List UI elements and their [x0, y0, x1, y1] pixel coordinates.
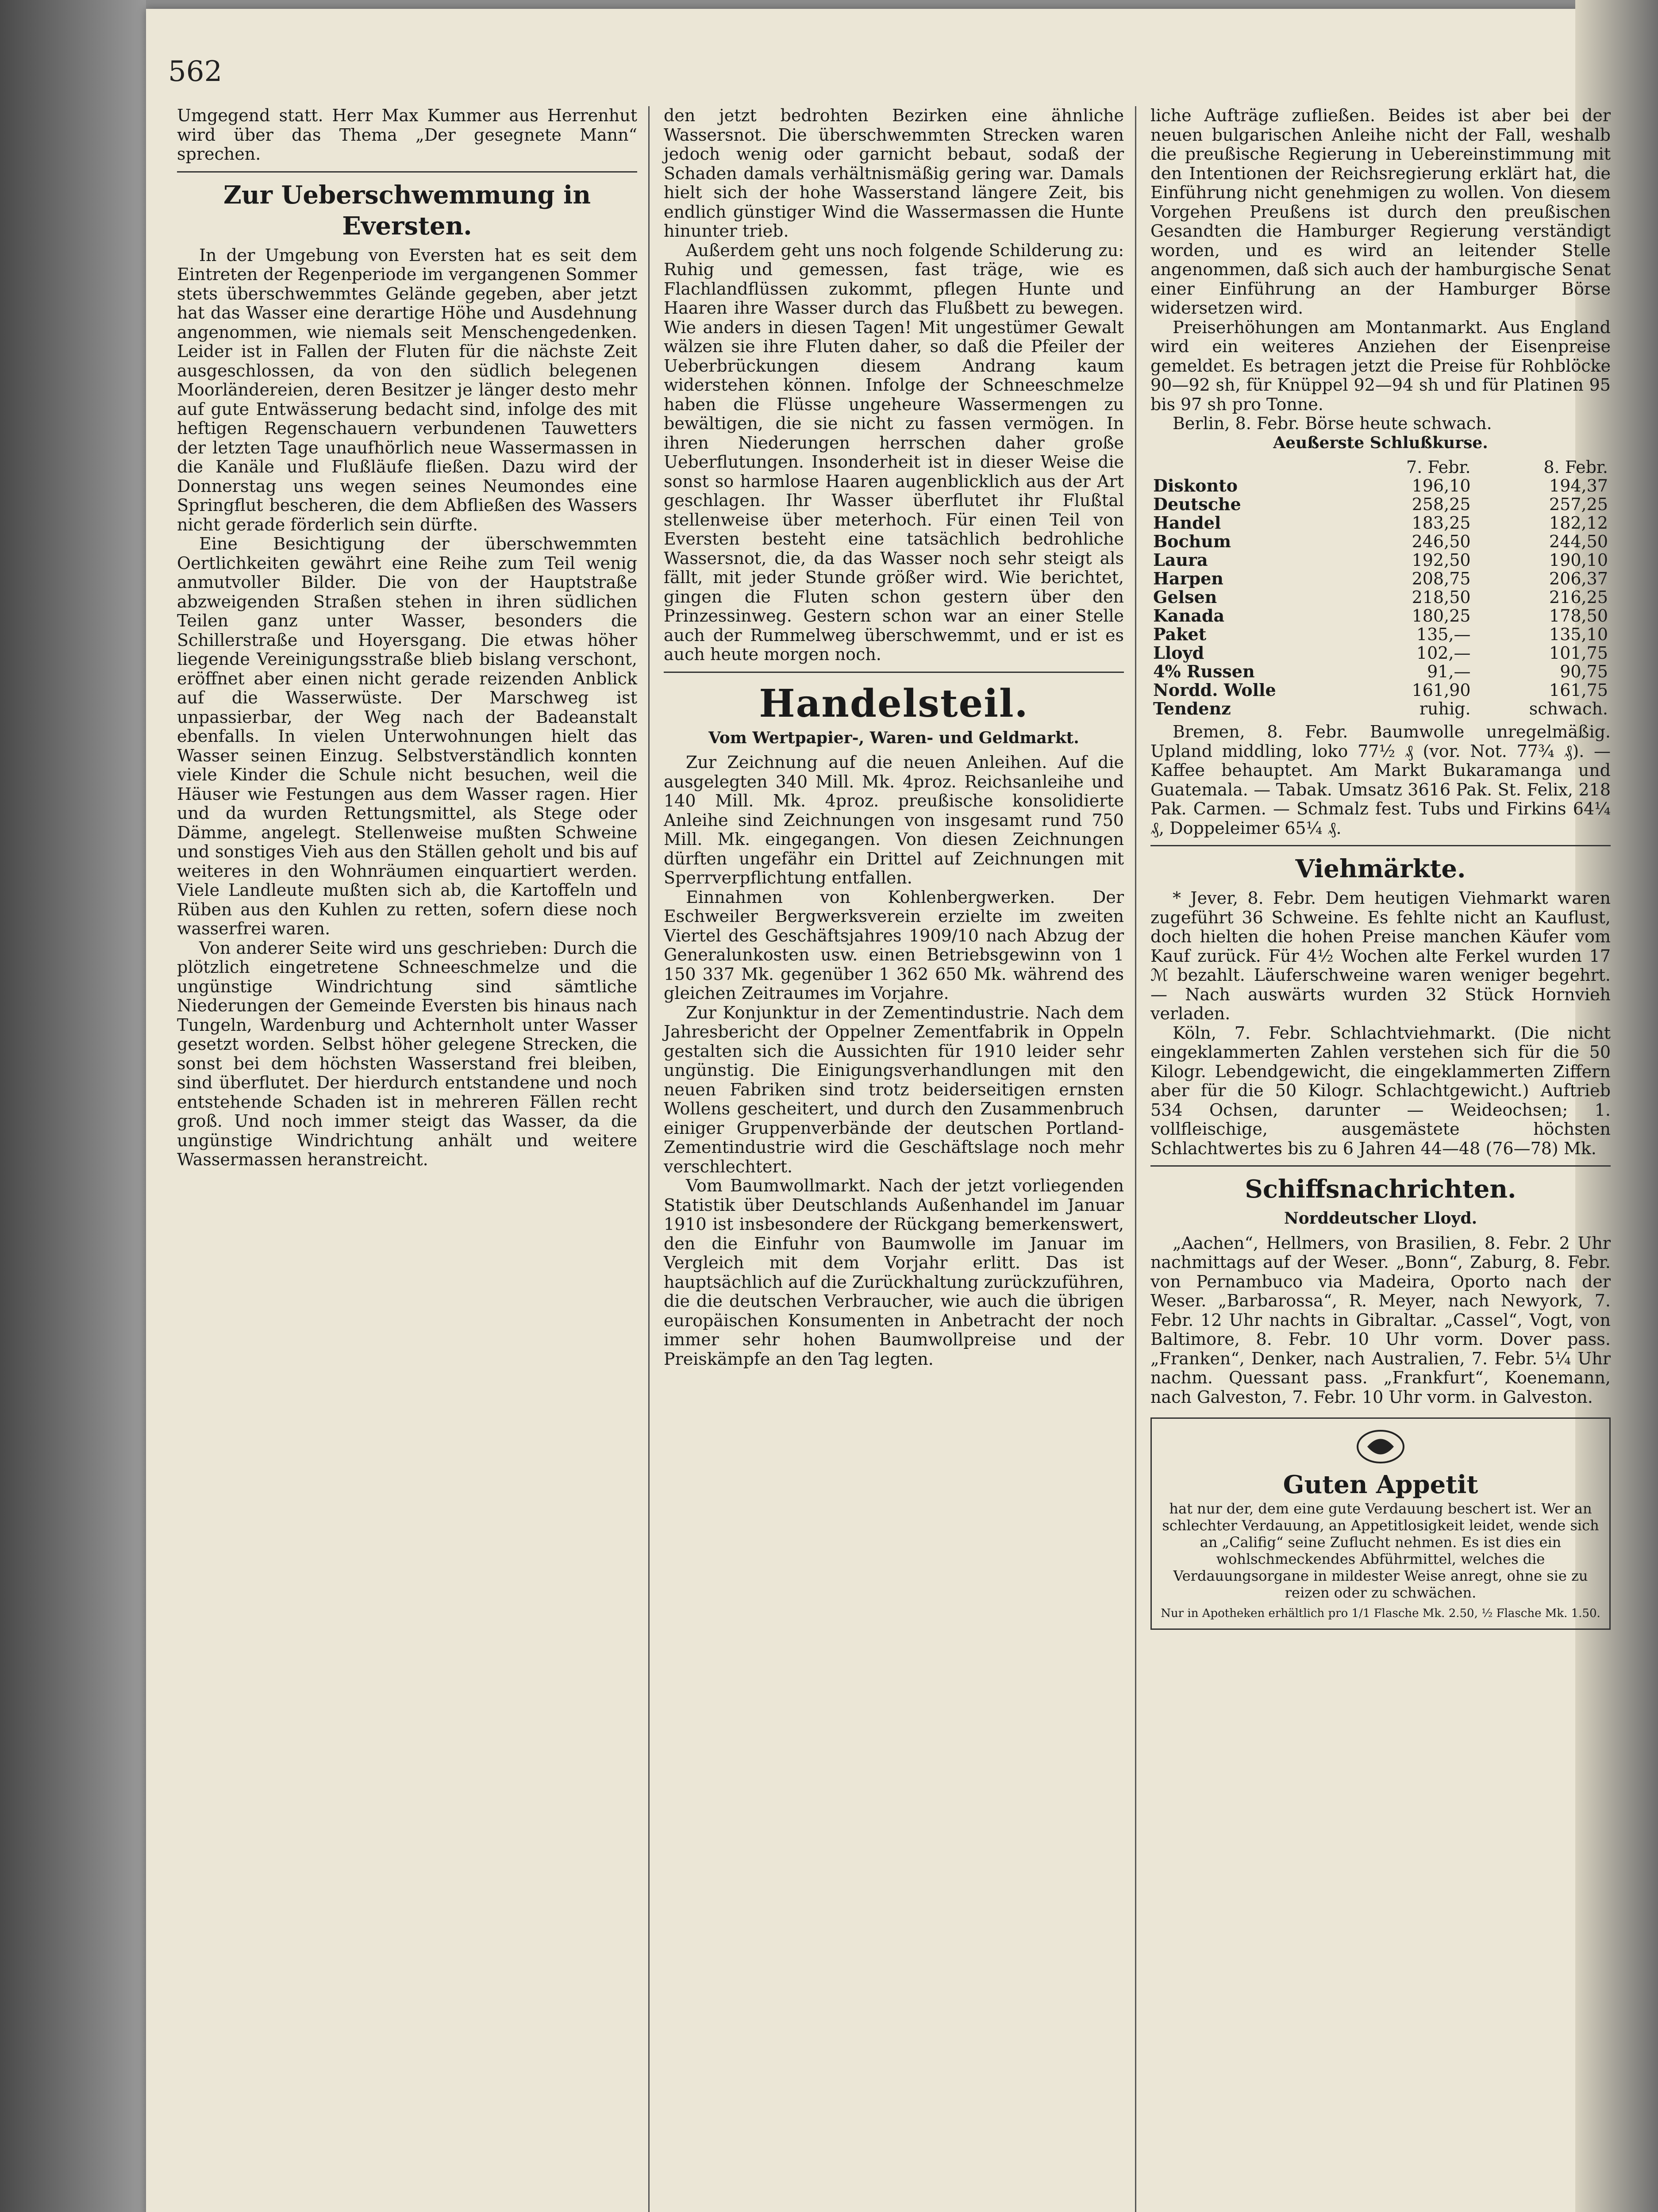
column-rule [1135, 106, 1136, 2212]
ticker-value: 196,10 [1412, 476, 1471, 495]
market-paragraph: Zur Zeichnung auf die neuen Anleihen. Auf die ausgelegten 340 Mill. Mk. 4proz. Reichsanleihe und 140 Mill. Mk. 4proz. preußische konsolidierte Anleihe sind Zeichnungen von insgesamt rund 750 Mill. Mk. eingegangen. Von diesen Zeichnungen dürften ungefähr ein Drittel auf Zeichnungen mit Sperrverpflichtung entfallen. [664, 753, 1124, 887]
section-subheading: Vom Wertpapier-, Waren- und Geldmarkt. [708, 728, 1079, 747]
section-heading-viehmaerkte: Viehmärkte. [1295, 854, 1466, 883]
section-heading-handelsteil: Handelsteil. [759, 681, 1029, 726]
ad-text: hat nur der, dem eine gute Verdauung beschert ist. Wer an schlechter Verdauung, an Appetitlosigkeit leidet, wende sich an „Califig“ seine Zuflucht nehmen. Es ist dies ein wohlschmeckendes Abführmittel, welches die Verdauungsorgane in mildester Weise anregt, ohne sie zu reizen oder zu schwächen. [1162, 1500, 1599, 1601]
ticker-value: 178,50 [1549, 606, 1608, 626]
ticker-value: schwach. [1529, 699, 1608, 718]
market-paragraph: Vom Baumwollmarkt. Nach der jetzt vorliegenden Statistik über Deutschlands Außenhandel im Januar 1910 ist insbesondere der Rückgang bemerkenswert, den die Einfuhr von Baumwolle im Januar im Vergleich mit dem Vorjahr erlitt. Das ist hauptsächlich auf die Zurückhaltung zurückzuführen, die die deutschen Verbraucher, wie auch die übrigen europäischen Konsumenten in Anbetracht der noch immer sehr hohen Baumwollpreise und der Preiskämpfe an den Tag legten. [664, 1176, 1124, 1369]
ticker-name: Bochum [1153, 531, 1231, 551]
ticker-name: Lloyd [1153, 643, 1204, 663]
advertisement-box [1150, 1417, 1611, 1630]
divider [664, 672, 1124, 673]
page-number: 562 [168, 55, 223, 88]
vieh-paragraph: Köln, 7. Febr. Schlachtviehmarkt. (Die nicht eingeklammerten Zahlen verstehen sich für die 50 Kilogr. Lebendgewicht, die eingeklammerten Ziffern aber für die 50 Kilogr. Schlachtgewicht.) Auftrieb 534 Ochsen, darunter — Weideochsen; 1. vollfleischige, ausgemästete höchsten Schlachtwertes bis zu 6 Jahren 44—48 (76—78) Mk. [1150, 1023, 1611, 1158]
ticker-value: 194,37 [1549, 476, 1608, 495]
ticker-name: Diskonto [1153, 476, 1238, 495]
ticker-value: 135,— [1416, 625, 1471, 644]
intro-text: Umgegend statt. Herr Max Kummer aus Herrenhut wird über das Thema „Der gesegnete Mann“ sprechen. [177, 106, 637, 164]
ticker-value: 161,75 [1549, 680, 1608, 700]
ticker-value: 90,75 [1560, 662, 1608, 681]
ticker-value: ruhig. [1419, 699, 1471, 718]
ticker-value: 258,25 [1412, 495, 1471, 514]
column-3 [1150, 106, 1611, 1630]
ticker-value: 206,37 [1549, 569, 1608, 588]
ticker-value: 135,10 [1549, 625, 1608, 644]
ornament-icon [1354, 1427, 1407, 1467]
article-paragraph: Von anderer Seite wird uns geschrieben: Durch die plötzlich eingetretene Schneeschmelze und die ungünstige Windrichtung sind sämtliche Niederungen der Gemeinde Eversten bis hinaus nach Tungeln, Wardenburg und Achternholt unter Wasser gesetzt worden. Selbst höher gelegene Strecken, die sonst bei dem höchsten Wasserstand frei bleiben, sind überflutet. Der hierdurch entstandene und noch entstehende Schaden ist in mehreren Fällen recht groß. Und noch immer steigt das Wasser, da die ungünstige Windrichtung anhält und weitere Wassermassen heranstreicht. [177, 938, 637, 1169]
ticker-row [1150, 662, 1611, 681]
market-paragraph: Zur Konjunktur in der Zementindustrie. Nach dem Jahresbericht der Oppelner Zementfabrik in Oppeln gestalten sich die Aussichten für 1910 leider sehr ungünstig. Die Einigungsverhandlungen mit den neuen Fabriken sind trotz beiderseitigen ernsten Wollens gescheitert, und durch den Zusammenbruch einiger Gruppenverbände der deutschen Portland-Zementindustrie wird die Geschäftslage noch mehr verschlechtert. [664, 1002, 1124, 1176]
ticker-value: 91,— [1427, 662, 1471, 681]
ticker-header-cell [1150, 458, 1360, 476]
ticker-row [1150, 495, 1611, 514]
column-rule [648, 106, 650, 2212]
ticker-value: 244,50 [1549, 532, 1608, 551]
ticker-name: Tendenz [1153, 699, 1231, 718]
ticker-value: 216,25 [1549, 588, 1608, 607]
ticker-row [1150, 476, 1611, 495]
ticker-row [1150, 625, 1611, 644]
divider [177, 171, 637, 173]
ticker-row [1150, 607, 1611, 625]
ticker-row [1150, 532, 1611, 551]
column-2 [664, 106, 1124, 1369]
ticker-value: 208,75 [1412, 569, 1471, 588]
ticker-value: 180,25 [1412, 606, 1471, 626]
ticker-name: Gelsen [1153, 587, 1217, 607]
ticker-name: 4% Russen [1153, 661, 1255, 681]
ticker-value: 218,50 [1412, 588, 1471, 607]
ticker-name: Kanada [1153, 606, 1225, 626]
berlin-report: Berlin, 8. Febr. Börse heute schwach. [1173, 414, 1492, 433]
ticker-name: Paket [1153, 624, 1207, 644]
ticker-value: 102,— [1416, 643, 1471, 663]
ticker-row [1150, 699, 1611, 718]
article-paragraph: Eine Besichtigung der überschwemmten Oertlichkeiten gewährt eine Reihe zum Teil wenig anmutvoller Bilder. Die von der Hauptstraße abzweigenden Straßen stehen in ihren südlichen Teilen ganz unter Wasser, besonders die Schillerstraße und Hoyersgang. Die etwas höher liegende Vereinigungsstraße blieb bislang verschont, eröffnet aber einen nicht gerade reizenden Anblick auf die Wasserwüste. Der Marschweg ist unpassierbar, der Weg nach der Badeanstalt ebenfalls. In vielen Unterwohnungen hielt das Wasser seinen Einzug. Selbstverständlich konnten viele Kinder die Schule nicht besuchen, weil die Häuser wie Festungen aus dem Wasser ragen. Hier und da wurden Rettungsmittel, als Stege oder Dämme, angelegt. Stellenweise mußten Schweine und sonstiges Vieh aus den Ställen geholt und bis auf weiteres in den Wohnräumen einquartiert werden. Viele Landleute mußten sich ab, die Kartoffeln und Rüben aus den Kuhlen zu retten, sofern diese noch wasserfrei waren. [177, 534, 637, 938]
ticker-row [1150, 681, 1611, 699]
ticker-name: Nordd. Wolle [1153, 680, 1276, 700]
column-1 [177, 106, 637, 1170]
ticker-row [1150, 514, 1611, 532]
ticker-value: 257,25 [1549, 495, 1608, 514]
ticker-value: 101,75 [1549, 643, 1608, 663]
vieh-paragraph: * Jever, 8. Febr. Dem heutigen Viehmarkt waren zugeführt 36 Schweine. Es fehlte nicht an Kauflust, doch hielten die hohen Preise manchen Käufer vom Kauf zurück. Für 4½ Wochen alte Ferkel wurden 17 ℳ bezahlt. Läuferschweine waren weniger begehrt. — Nach auswärts wurden 32 Stück Hornvieh verladen. [1150, 888, 1611, 1023]
ticker-value: 161,90 [1412, 680, 1471, 700]
ad-footnote: Nur in Apotheken erhältlich pro 1/1 Flasche Mk. 2.50, ½ Flasche Mk. 1.50. [1161, 1607, 1600, 1620]
article-heading: Zur Ueberschwemmung in Eversten. [223, 180, 591, 241]
divider [1150, 845, 1611, 846]
article-paragraph: In der Umgebung von Eversten hat es seit dem Eintreten der Regenperiode im vergangenen Sommer stets überschwemmtes Gelände gegeben, aber jetzt hat das Wasser eine derartige Höhe und Ausdehnung angenommen, wie niemals seit Menschengedenken. Leider ist in Fallen der Fluten für die nächste Zeit ausgeschlossen, da von den südlich belegenen Moorländereien, deren Besitzer je länger desto mehr auf gute Entwässerung bedacht sind, infolge des mit heftigen Regenschauern verbundenen Tauwetters der letzten Tage unaufhörlich neue Wassermassen in die Kanäle und Flußläufe fließen. Dazu wird der Donnerstag uns wegen seines Neumondes eine Springflut bescheren, die dem Abfließen des Wassers nicht gerade förderlich sein dürfte. [177, 245, 637, 534]
scan-shadow [0, 0, 146, 2212]
article-paragraph: Preiserhöhungen am Montanmarkt. Aus England wird ein weiteres Anziehen der Eisenpreise gemeldet. Es betragen jetzt die Preise für Rohblöcke 90—92 sh, für Knüppel 92—94 sh und für Platinen 95 bis 97 sh pro Tonne. [1150, 317, 1611, 414]
ticker-name: Handel [1153, 513, 1221, 533]
ticker-name: Laura [1153, 550, 1208, 570]
ticker-row [1150, 551, 1611, 569]
schiff-paragraph: „Aachen“, Hellmers, von Brasilien, 8. Febr. 2 Uhr nachmittags auf der Weser. „Bonn“, Zaburg, 8. Febr. von Pernambuco via Madeira, Oporto nach der Weser. „Barbarossa“, R. Meyer, nach Newyork, 7. Febr. 12 Uhr nachts in Gibraltar. „Cassel“, Vogt, von Baltimore, 8. Febr. 10 Uhr vorm. Dover pass. „Franken“, Denker, nach Australien, 7. Febr. 5¼ Uhr nachm. Quessant pass. „Frankfurt“, Koenemann, nach Galveston, 7. Febr. 10 Uhr vorm. in Galveston. [1150, 1233, 1611, 1407]
ticker-row [1150, 588, 1611, 607]
ticker-title: Aeußerste Schlußkurse. [1273, 433, 1488, 452]
section-heading-schiffsnachrichten: Schiffsnachrichten. [1245, 1175, 1516, 1204]
ticker-value: 192,50 [1412, 550, 1471, 570]
ticker-name: Harpen [1153, 568, 1223, 588]
ticker-header-cell: 7. Febr. [1406, 457, 1471, 477]
divider [1150, 1165, 1611, 1167]
ticker-value: 246,50 [1412, 532, 1471, 551]
ticker-row [1150, 644, 1611, 662]
ticker-value: 183,25 [1412, 513, 1471, 533]
article-paragraph: liche Aufträge zufließen. Beides ist aber bei der neuen bulgarischen Anleihe nicht der Fall, weshalb die preußische Regierung in Uebereinstimmung mit den Intentionen der Reichsregierung erklärt hat, die Einführung nicht genehmigen zu wollen. Von diesem Vorgehen Preußens ist durch den preußischen Gesandten die Hamburger Regierung verständigt worden, und es wird an leitender Stelle angenommen, daß sich auch der hamburgische Senat einer Einführung an der Hamburger Börse widersetzen wird. [1150, 106, 1611, 318]
article-paragraph: den jetzt bedrohten Bezirken eine ähnliche Wassersnot. Die überschwemmten Strecken waren jedoch wenig oder garnicht bebaut, sodaß der Schaden damals verhältnismäßig gering war. Damals hielt sich der hohe Wasserstand längere Zeit, bis endlich günstiger Wind die Wassermassen die Hunte hinunter trieb. [664, 106, 1124, 241]
ticker-value: 182,12 [1549, 513, 1608, 533]
ad-title: Guten Appetit [1283, 1470, 1478, 1499]
bremen-report: Bremen, 8. Febr. Baumwolle unregelmäßig. Upland middling, loko 77½ ₰ (vor. Not. 77¾ ₰). — Kaffee behauptet. Am Markt Bukaramanga und Guatemala. — Tabak. Umsatz 3616 Pak. St. Felix, 218 Pak. Carmen. — Schmalz fest. Tubs und Firkins 64¼ ₰, Doppeleimer 65¼ ₰. [1150, 722, 1611, 838]
ticker-header-row [1150, 458, 1611, 476]
market-paragraph: Einnahmen von Kohlenbergwerken. Der Eschweiler Bergwerksverein erzielte im zweiten Viertel des Geschäftsjahres 1909/10 nach Abzug der Generalunkosten usw. einen Betriebsgewinn von 1 150 337 Mk. gegenüber 1 362 650 Mk. während des gleichen Zeitraumes im Vorjahre. [664, 887, 1124, 1003]
ticker-value: 190,10 [1549, 550, 1608, 570]
section-subheading: Norddeutscher Lloyd. [1284, 1209, 1477, 1228]
ticker-row [1150, 569, 1611, 588]
stock-ticker-table [1150, 458, 1611, 718]
article-paragraph: Außerdem geht uns noch folgende Schilderung zu: Ruhig und gemessen, fast träge, wie es Flachlandflüssen zukommt, pflegen Hunte und Haaren ihre Wasser durch das Flußbett zu bewegen. Wie anders in diesen Tagen! Mit ungestümer Gewalt wälzen sie ihre Fluten daher, so daß die Pfeiler der Ueberbrückungen diesem Andrang kaum widerstehen können. Infolge der Schneeschmelze haben die Flüsse ungeheure Wassermengen zu bewältigen, die sie nicht zu fassen vermögen. In ihren Niederungen herrschen daher große Ueberflutungen. Insonderheit ist in dieser Weise die sonst so harmlose Haaren augenblicklich aus der Art geschlagen. Ihr Wasser überflutet ihr Flußtal stellenweise über meterhoch. Für einen Teil von Eversten besteht eine tatsächlich bedrohliche Wassersnot, die, da das Wasser noch sehr steigt als fällt, mit jeder Stunde größer wird. Wie berichtet, gingen die Fluten schon gestern über den Prinzessinweg. Gestern schon war an einer Stelle auch der Rummelweg überschwemmt, und er ist es auch heute morgen noch. [664, 240, 1124, 664]
ticker-header-cell: 8. Febr. [1543, 457, 1608, 477]
ticker-name: Deutsche [1153, 494, 1241, 514]
